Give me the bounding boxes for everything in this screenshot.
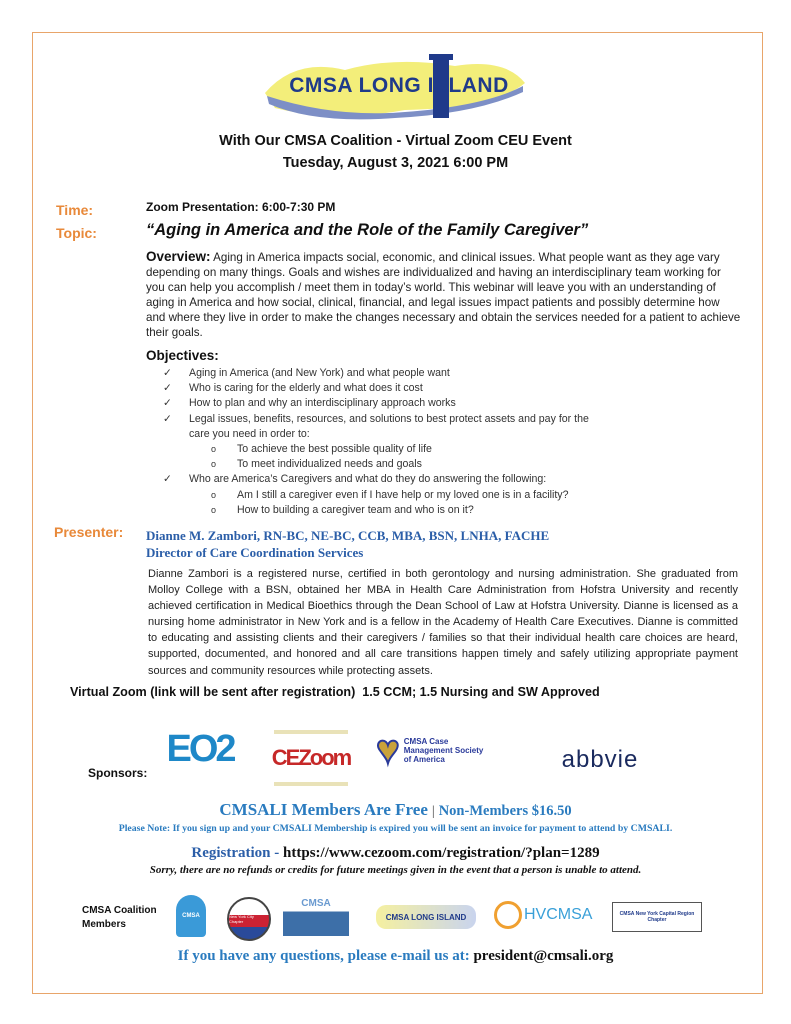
- event-line: With Our CMSA Coalition - Virtual Zoom CEU Event: [219, 133, 572, 149]
- objective-subtext: To achieve the best possible quality of life: [237, 443, 432, 456]
- registration-line: Registration - https://www.cezoom.com/registration/?plan=1289: [191, 845, 600, 861]
- sunrise-icon: [494, 901, 522, 929]
- cmsa-long-island-logo: [255, 48, 535, 128]
- overview-text: Aging in America impacts social, economic, and clinical issues. What people want as they age vary depending on many things. Goals and wishes are individualized and having an interdisciplinary team working for you can help you accomplish / meet them in today’s world. This webinar will leave you with an understanding of aging in America and how social, clinical, financial, and legal issues impact patients and possibly determine how and where they live in order to make the changes necessary and obtain the services needed for a patient to achieve their goals.: [146, 251, 741, 339]
- coalition-logo-cmsa-long-island: CMSA LONG ISLAND: [376, 905, 476, 929]
- objective-subtext: How to building a caregiver team and who is on it?: [237, 503, 474, 516]
- members-free: CMSALI Members Are Free: [219, 800, 428, 819]
- objective-text: Aging in America (and New York) and what people want: [189, 367, 450, 379]
- circle-bullet-icon: o: [211, 489, 217, 500]
- objective-item: [163, 396, 603, 411]
- sponsors-label: Sponsors:: [88, 766, 148, 780]
- heart-icon: ♥: [376, 727, 400, 772]
- objective-item: [163, 472, 603, 518]
- presenter-bio: Dianne Zambori is a registered nurse, certified in both gerontology and nursing administration. She graduated from Molloy College with a BSN, obtained her MBA in Health Care Administration from Hofstra University and recently achieved certification in Medical Bioethics through the Dean School of Law at Hofstra University. Dianne is licensed as a nursing home administrator in New York and is a fellow in the Academy of Health Care Executives. Dianne is committed to educating and assisting clients and their caregivers / families so that their individual health care choices are heard, supported, documented, and honored and all care transitions happen timely and safely utilizing appropriate payment sources and community resources while protecting assets.: [148, 568, 738, 677]
- sponsor-logo-cezoom: CEZoom: [274, 730, 348, 786]
- non-members-price: Non-Members $16.50: [438, 803, 572, 819]
- logo-text: CMSA LONG ISLAND: [289, 74, 509, 97]
- sponsor-logo-abbvie: abbvie: [561, 746, 639, 773]
- checkmark-icon: ✓: [163, 412, 172, 425]
- credits-line: Virtual Zoom (link will be sent after registration) 1.5 CCM; 1.5 Nursing and SW Approved: [70, 685, 600, 699]
- checkmark-icon: ✓: [163, 473, 172, 486]
- objective-subtext: To meet individualized needs and goals: [237, 458, 422, 471]
- objective-subitem: [211, 488, 603, 503]
- objective-text: Legal issues, benefits, resources, and solutions to best protect assets and pay for the care you need in order to:: [189, 412, 589, 440]
- checkmark-icon: ✓: [163, 382, 172, 395]
- pricing-line: CMSALI Members Are Free | Non-Members $16.50: [219, 800, 572, 819]
- topic-title: “Aging in America and the Role of the Family Caregiver”: [146, 221, 589, 239]
- objective-item: [163, 412, 603, 473]
- sponsor-logo-eo2: EO2: [166, 727, 234, 770]
- objective-subitem: [211, 503, 603, 518]
- circle-bullet-icon: o: [211, 459, 217, 470]
- refund-note: Sorry, there are no refunds or credits for future meetings given in the event that a person is unable to attend.: [149, 864, 642, 876]
- objective-text: Who are America’s Caregivers and what do they do answering the following:: [189, 473, 547, 486]
- checkmark-icon: ✓: [163, 397, 172, 410]
- date-line: Tuesday, August 3, 2021 6:00 PM: [282, 155, 509, 171]
- coalition-logo-lighthouse: CMSA: [176, 895, 206, 937]
- contact-line: If you have any questions, please e-mail us at: president@cmsali.org: [177, 948, 614, 964]
- registration-link[interactable]: https://www.cezoom.com/registration/?plan=1289: [283, 845, 600, 861]
- circle-bullet-icon: o: [211, 444, 217, 455]
- sponsor-logo-cmsa: ♥ CMSA Case Management Society of America: [376, 727, 484, 772]
- presenter-title: Director of Care Coordination Services: [146, 545, 364, 560]
- objective-subitem: [211, 442, 603, 457]
- coalition-logo-cmsa-bridge: CMSA: [283, 898, 349, 936]
- topic-label: Topic:: [56, 225, 97, 241]
- coalition-logo-hvcmsa: HVCMSA: [494, 898, 594, 932]
- objective-item: [163, 381, 603, 396]
- objective-item: [163, 366, 603, 381]
- objective-text: Who is caring for the elderly and what does it cost: [189, 382, 423, 395]
- coalition-logo-capital-region: CMSA New York Capital Region Chapter: [612, 902, 702, 932]
- time-value: Zoom Presentation: 6:00-7:30 PM: [146, 200, 336, 214]
- checkmark-icon: ✓: [163, 367, 172, 379]
- overview-label: Overview:: [146, 249, 211, 264]
- circle-bullet-icon: o: [211, 504, 217, 515]
- presenter-name: Dianne M. Zambori, RN-BC, NE-BC, CCB, MBA, BSN, LNHA, FACHE: [146, 528, 550, 543]
- objectives-heading: Objectives:: [146, 348, 219, 363]
- time-label: Time:: [56, 202, 94, 218]
- membership-note: Please Note: If you sign up and your CMSALI Membership is expired you will be sent an invoice for payment to attend by CMSALI.: [118, 823, 673, 834]
- presenter-label: Presenter:: [54, 524, 124, 540]
- objectives-list: [163, 366, 603, 518]
- coalition-label: CMSA Coalition Members: [82, 905, 157, 930]
- objective-text: How to plan and why an interdisciplinary approach works: [189, 397, 456, 410]
- coalition-logo-nyc: New York City Chapter: [227, 897, 271, 941]
- objective-subtext: Am I still a caregiver even if I have help or my loved one is in a facility?: [237, 488, 569, 501]
- overview: [146, 249, 742, 340]
- contact-email-link[interactable]: president@cmsali.org: [473, 948, 614, 964]
- objective-subitem: [211, 457, 603, 472]
